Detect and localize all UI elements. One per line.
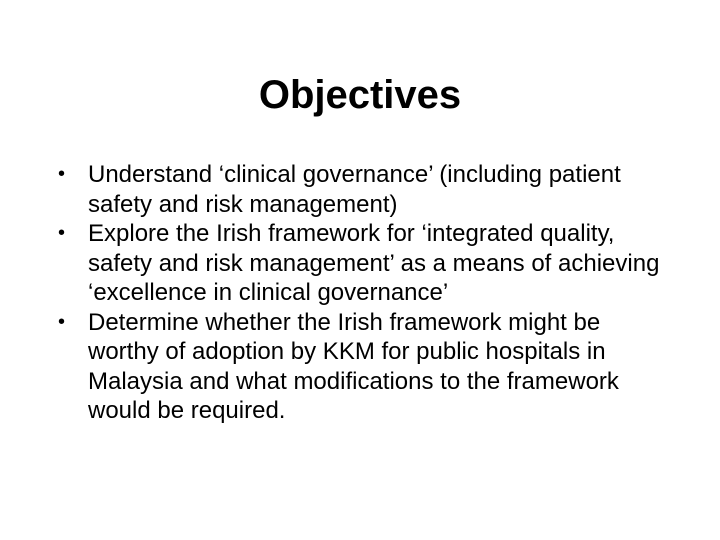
bullet-text: Explore the Irish framework for ‘integrated quality, safety and risk management’ as a means of achieving ‘excellence in clinical governance’ [88,220,660,306]
bullet-marker: • [58,222,66,244]
bullet-marker: • [58,310,66,333]
slide-title: Objectives [258,73,462,117]
bullet-list [58,160,668,426]
bullet-item [58,160,668,219]
bullet-text: Understand ‘clinical governance’ (including patient safety and risk management) [88,161,621,218]
bullet-item [58,219,668,308]
bullet-item [58,308,668,426]
bullet-marker: • [58,163,66,185]
bullet-text: Determine whether the Irish framework might be worthy of adoption by KKM for public hospitals in Malaysia and what modifications to the framework would be required. [88,308,619,424]
